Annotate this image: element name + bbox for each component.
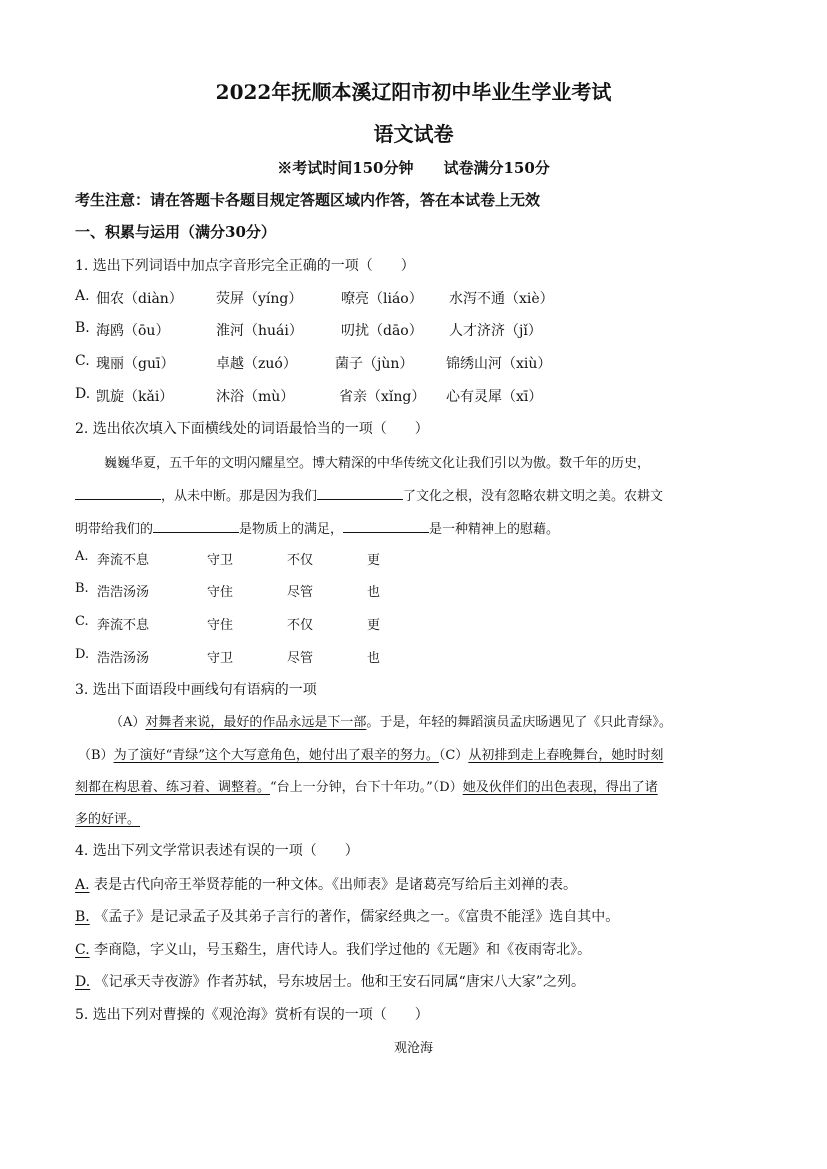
option-label: D. <box>75 386 91 402</box>
option-row: D. 《记承天寺夜游》作者苏轼，号东坡居士。他和王安石同属“唐宋八大家”之列。 <box>75 974 585 990</box>
option-row: C. 李商隐，字义山，号玉谿生，唐代诗人。我们学过他的《无题》和《夜雨寄北》。 <box>75 942 592 958</box>
passage-line: 巍巍华夏，五千年的文明闪耀星空。博大精深的中华传统文化让我们引以为傲。数千年的历史， <box>104 456 651 471</box>
option-item: 也 <box>367 651 381 666</box>
underlined-sentence-c-cont: 刻都在构思着、练习着、调整着。 <box>75 780 271 795</box>
option-item: 守卫 <box>207 651 234 666</box>
option-item: 尽管 <box>287 651 314 666</box>
option-label: D. <box>75 647 90 662</box>
option-item: 也 <box>367 585 381 600</box>
option-item: 尽管 <box>287 585 314 600</box>
option-item: 菌子（jùn） <box>335 356 414 372</box>
option-item: 守住 <box>207 585 234 600</box>
option-item: 省亲（xǐng） <box>339 389 426 405</box>
fill-blank <box>153 518 239 533</box>
option-item: 淮河（huái） <box>216 323 303 339</box>
option-item: 水泻不通（xiè） <box>449 291 554 307</box>
option-item: 锦绣山河（xiù） <box>446 356 552 372</box>
option-row: B. 《孟子》是记录孟子及其弟子言行的著作，儒家经典之一。《富贵不能淫》选自其中。 <box>75 909 620 925</box>
exam-title: 2022年抚顺本溪辽阳市初中毕业生学业考试 <box>215 80 612 104</box>
option-item: 守住 <box>207 618 234 633</box>
option-label: A. <box>75 288 90 304</box>
option-label: B. <box>75 909 90 925</box>
section-heading: 一、积累与运用（满分30分） <box>75 223 276 241</box>
option-item: 佃农（diàn） <box>96 291 183 307</box>
passage-line: 刻都在构思着、练习着、调整着。“台上一分钟，台下十年功。”（D）她及伙伴们的出色表现，得出了诸 <box>75 780 658 795</box>
fill-blank <box>343 518 429 533</box>
option-label: B. <box>75 320 90 336</box>
underlined-sentence-b: 为了演好“青绿”这个大写意角色，她付出了艰辛的努力。 <box>113 748 439 763</box>
passage-line <box>75 808 140 827</box>
question-5-stem: 5. 选出下列对曹操的《观沧海》赏析有误的一项（ ） <box>75 1007 429 1023</box>
option-label: A. <box>75 877 90 893</box>
option-label: A. <box>75 549 89 564</box>
option-item: 沐浴（mù） <box>216 389 295 405</box>
option-item: 不仅 <box>287 618 314 633</box>
option-item: 叨扰（dāo） <box>341 323 423 339</box>
underlined-sentence-d-cont: 多的好评。 <box>75 812 141 827</box>
question-3-stem: 3. 选出下面语段中画线句有语病的一项 <box>75 682 317 698</box>
underlined-sentence-d: 她及伙伴们的出色表现，得出了诸 <box>462 780 658 795</box>
fill-blank <box>317 485 403 500</box>
passage-line: （A）对舞者来说，最好的作品永远是下一部。于是，年轻的舞蹈演员孟庆旸遇见了《只此青绿》。 <box>110 715 672 730</box>
option-item: 荧屏（yíng） <box>216 291 303 307</box>
option-label: C. <box>75 614 89 629</box>
option-item: 海鸥（ōu） <box>96 323 170 339</box>
option-item: 嘹亮（liáo） <box>341 291 423 307</box>
option-label: B. <box>75 581 89 596</box>
option-row: A. 表是古代向帝王举贤荐能的一种文体。《出师表》是诸葛亮写给后主刘禅的表。 <box>75 877 578 893</box>
paper-subtitle: 语文试卷 <box>373 122 454 146</box>
option-item: 卓越（zuó） <box>216 356 297 372</box>
option-item: 心有灵犀（xī） <box>446 389 543 405</box>
exam-info: ※考试时间150分钟 试卷满分150分 <box>277 159 550 177</box>
option-item: 更 <box>367 553 381 568</box>
fill-blank <box>75 485 161 500</box>
option-label: C. <box>75 942 90 958</box>
option-label: D. <box>75 974 91 990</box>
option-item: 瑰丽（guī） <box>96 356 175 372</box>
option-item: 浩浩汤汤 <box>97 585 150 600</box>
option-label: C. <box>75 353 90 369</box>
notice: 考生注意：请在答题卡各题目规定答题区域内作答，答在本试卷上无效 <box>75 191 541 209</box>
option-item: 奔流不息 <box>97 553 150 568</box>
poem-title: 观沧海 <box>393 1041 433 1056</box>
option-item: 更 <box>367 618 381 633</box>
underlined-sentence-a: 对舞者来说，最好的作品永远是下一部 <box>145 715 367 730</box>
question-2-stem: 2. 选出依次填入下面横线处的词语最恰当的一项（ ） <box>75 421 429 437</box>
question-4-stem: 4. 选出下列文学常识表述有误的一项（ ） <box>75 843 359 859</box>
passage-line: ，从未中断。那是因为我们 了文化之根，没有忽略农耕文明之美。农耕文 <box>75 485 663 504</box>
option-item: 凯旋（kǎi） <box>96 389 174 405</box>
passage-line: （B）为了演好“青绿”这个大写意角色，她付出了艰辛的努力。（C）从初排到走上春晚舞台，她时时刻 <box>78 748 664 763</box>
option-item: 奔流不息 <box>97 618 150 633</box>
passage-line: 明带给我们的 是物质上的满足， 是一种精神上的慰藉。 <box>75 518 559 537</box>
option-item: 不仅 <box>287 553 314 568</box>
underlined-sentence-c: 从初排到走上春晚舞台，她时时刻 <box>468 748 664 763</box>
question-1-stem: 1. 选出下列词语中加点字音形完全正确的一项（ ） <box>75 258 415 274</box>
option-item: 浩浩汤汤 <box>97 651 150 666</box>
option-item: 人才济济（jǐ） <box>449 323 542 339</box>
option-item: 守卫 <box>207 553 234 568</box>
